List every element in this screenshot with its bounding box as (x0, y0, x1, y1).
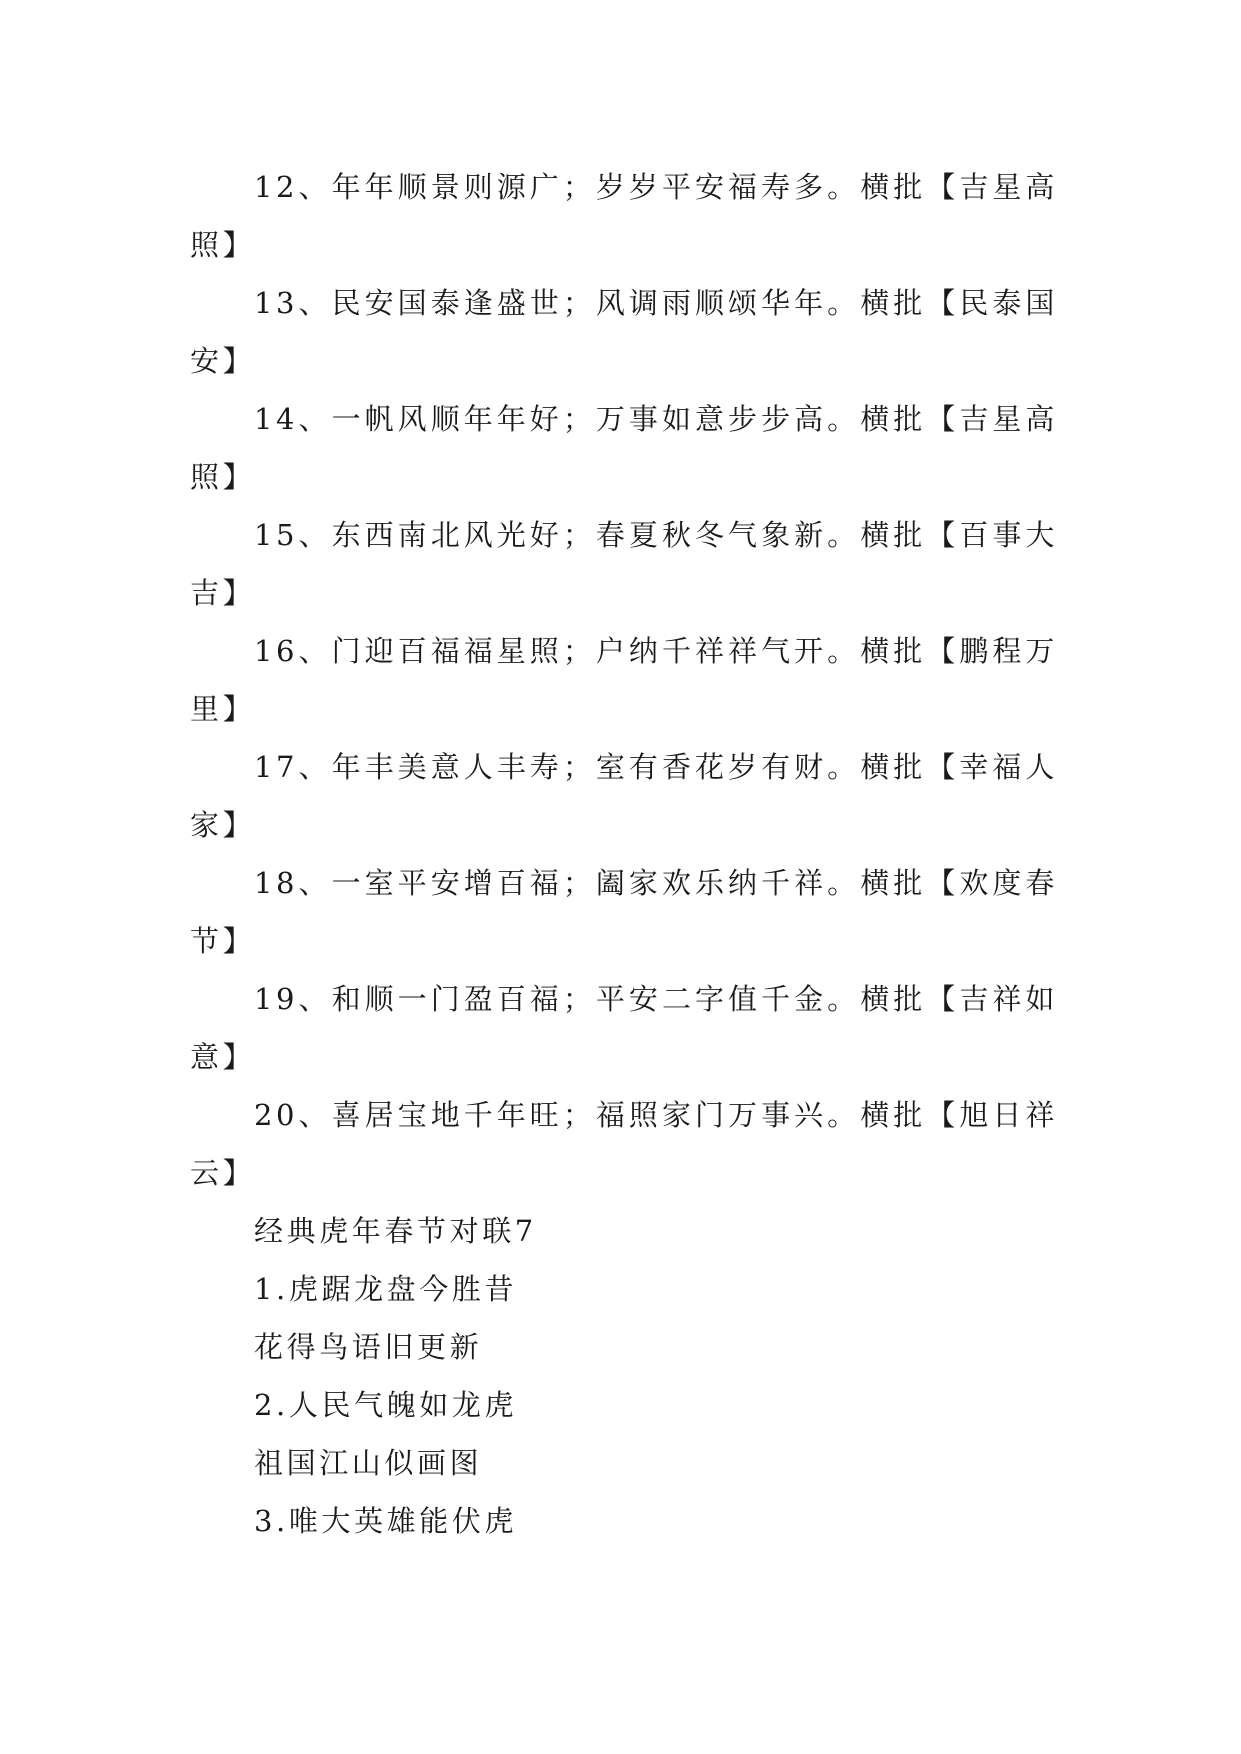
couplet-line: 3.唯大英雄能伏虎 (254, 1504, 518, 1538)
couplet-17: 17、年丰美意人丰寿；室有香花岁有财。横批【幸福人家】 (190, 750, 1058, 842)
couplet-line: 祖国江山似画图 (254, 1446, 483, 1480)
couplet-16: 16、门迎百福福星照；户纳千祥祥气开。横批【鹏程万里】 (190, 634, 1058, 726)
couplet-line: 2.人民气魄如龙虎 (254, 1388, 518, 1422)
couplet-20: 20、喜居宝地千年旺；福照家门万事兴。横批【旭日祥云】 (190, 1098, 1058, 1190)
couplet-line: 花得鸟语旧更新 (254, 1330, 483, 1364)
document-body (190, 158, 1058, 1550)
couplet-15: 15、东西南北风光好；春夏秋冬气象新。横批【百事大吉】 (190, 518, 1058, 610)
couplet-line: 1.虎踞龙盘今胜昔 (254, 1272, 518, 1306)
couplet-12: 12、年年顺景则源广；岁岁平安福寿多。横批【吉星高照】 (190, 170, 1058, 262)
couplet-19: 19、和顺一门盈百福；平安二字值千金。横批【吉祥如意】 (190, 982, 1058, 1074)
couplet-18: 18、一室平安增百福；阖家欢乐纳千祥。横批【欢度春节】 (190, 866, 1058, 958)
couplet-13: 13、民安国泰逢盛世；风调雨顺颂华年。横批【民泰国安】 (190, 286, 1058, 378)
couplet-14: 14、一帆风顺年年好；万事如意步步高。横批【吉星高照】 (190, 402, 1058, 494)
section-heading: 经典虎年春节对联7 (254, 1214, 537, 1248)
